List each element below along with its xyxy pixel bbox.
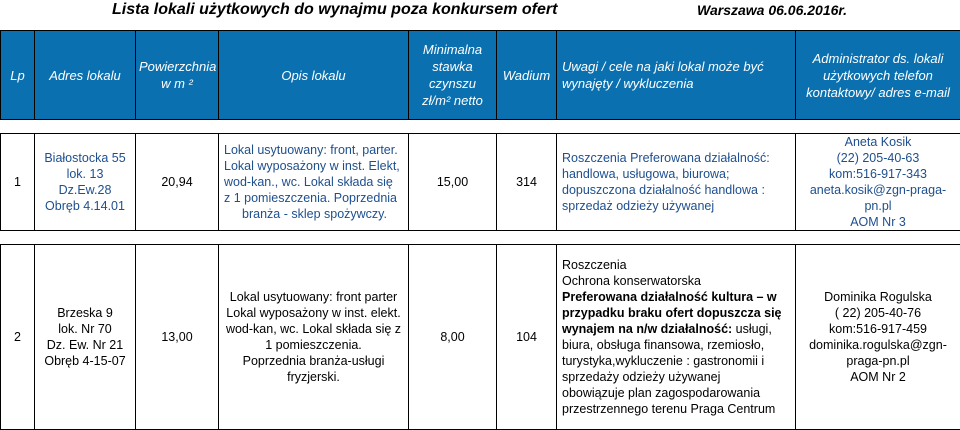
adres-line: lok. Nr 70 bbox=[38, 321, 132, 337]
header-adres: Adres lokalu bbox=[35, 31, 136, 120]
cell-adres bbox=[35, 245, 136, 430]
admin-email-line: dominika.rogulska@zgn- bbox=[799, 337, 957, 353]
admin-line: ( 22) 205-40-76 bbox=[799, 305, 957, 321]
cell-uwagi bbox=[557, 245, 796, 430]
adres-line: Dz.Ew.28 bbox=[38, 182, 132, 198]
uwagi-line: obowiązuje plan zagospodarowania bbox=[562, 385, 792, 401]
spacer-row bbox=[1, 231, 960, 245]
location-date: Warszawa 06.06.2016r. bbox=[697, 2, 847, 18]
uwagi-line: biura, obsługa finansowa, rzemiosło, bbox=[562, 337, 792, 353]
header-uwagi-line: Uwagi / cele na jaki lokal może być bbox=[562, 58, 792, 75]
uwagi-line-mixed bbox=[562, 321, 792, 337]
cell-wadium: 314 bbox=[497, 134, 557, 231]
uwagi-line: Ochrona konserwatorska bbox=[562, 273, 792, 289]
opis-line: z 1 pomieszczenia. Poprzednia bbox=[224, 190, 405, 206]
header-uwagi bbox=[557, 31, 796, 120]
admin-line: AOM Nr 3 bbox=[799, 214, 957, 230]
admin-line: AOM Nr 2 bbox=[799, 369, 957, 385]
adres-line: Obręb 4.14.01 bbox=[38, 198, 132, 214]
opis-line: fryzjerski. bbox=[222, 369, 405, 385]
uwagi-line: przestrzennego terenu Praga Centrum bbox=[562, 401, 792, 417]
cell-wadium: 104 bbox=[497, 245, 557, 430]
header-powierzchnia bbox=[136, 31, 219, 120]
cell-stawka: 15,00 bbox=[409, 134, 497, 231]
header-administrator-line: Administrator ds. lokali bbox=[799, 50, 957, 67]
admin-email-line: pn.pl bbox=[799, 198, 957, 214]
header-powierzchnia-line: Powierzchnia bbox=[139, 58, 215, 75]
opis-line: branża - sklep spożywczy. bbox=[224, 206, 405, 222]
uwagi-line: turystyka,wykluczenie : gastronomii i bbox=[562, 353, 792, 369]
cell-powierzchnia: 20,94 bbox=[136, 134, 219, 231]
admin-line: kom:516-917-343 bbox=[799, 166, 957, 182]
cell-opis bbox=[219, 134, 409, 231]
opis-line: wod-kan, wc. Lokal składa się z bbox=[222, 321, 405, 337]
adres-line: Białostocka 55 bbox=[38, 150, 132, 166]
header-lp: Lp bbox=[1, 31, 35, 120]
adres-line: lok. 13 bbox=[38, 166, 132, 182]
opis-line: Lokal wyposażony w inst. Elekt, bbox=[224, 158, 405, 174]
uwagi-line: handlowa, usługowa, biurowa; bbox=[562, 166, 792, 182]
admin-email-line: praga-pn.pl bbox=[799, 353, 957, 369]
cell-adres bbox=[35, 134, 136, 231]
cell-uwagi bbox=[557, 134, 796, 231]
cell-administrator bbox=[796, 245, 960, 430]
uwagi-line: sprzedaży odzieży używanej bbox=[562, 369, 792, 385]
document-title: Lista lokali użytkowych do wynajmu poza konkursem ofert bbox=[112, 1, 557, 19]
uwagi-line: Roszczenia bbox=[562, 257, 792, 273]
header-stawka-line: stawka bbox=[412, 58, 493, 75]
adres-line: Dz. Ew. Nr 21 bbox=[38, 337, 132, 353]
header-stawka-line: Minimalna bbox=[412, 41, 493, 58]
admin-line: Dominika Rogulska bbox=[799, 289, 957, 305]
header-uwagi-line: wynajęty / wykluczenia bbox=[562, 75, 792, 92]
cell-lp: 1 bbox=[1, 134, 35, 231]
cell-powierzchnia: 13,00 bbox=[136, 245, 219, 430]
table-row bbox=[1, 134, 960, 231]
cell-opis bbox=[219, 245, 409, 430]
spacer-row bbox=[1, 120, 960, 134]
header-administrator-line: kontaktowy/ adres e-mail bbox=[799, 84, 957, 101]
admin-email-line: aneta.kosik@zgn-praga- bbox=[799, 182, 957, 198]
cell-administrator bbox=[796, 134, 960, 231]
opis-line: Lokal usytuowany: front parter bbox=[222, 289, 405, 305]
admin-line: kom:516-917-459 bbox=[799, 321, 957, 337]
opis-line: 1 pomieszczenia. bbox=[222, 337, 405, 353]
uwagi-line: Roszczenia Preferowana działalność: bbox=[562, 150, 792, 166]
adres-line: Obręb 4-15-07 bbox=[38, 353, 132, 369]
spacer-cell bbox=[1, 120, 960, 134]
header-powierzchnia-line: w m ² bbox=[139, 75, 215, 92]
uwagi-line-bold: przypadku braku ofert dopuszcza się bbox=[562, 305, 792, 321]
table-row bbox=[1, 245, 960, 430]
uwagi-line: sprzedaż odzieży używanej bbox=[562, 198, 792, 214]
admin-line: Aneta Kosik bbox=[799, 134, 957, 150]
opis-line: Lokal usytuowany: front, parter. bbox=[224, 142, 405, 158]
opis-line: wod-kan., wc. Lokal składa się bbox=[224, 174, 405, 190]
lokale-table bbox=[0, 30, 960, 430]
header-wadium: Wadium bbox=[497, 31, 557, 120]
header-administrator bbox=[796, 31, 960, 120]
spacer-cell bbox=[1, 231, 960, 245]
header-stawka bbox=[409, 31, 497, 120]
uwagi-line: dopuszczona działalność handlowa : bbox=[562, 182, 792, 198]
cell-stawka: 8,00 bbox=[409, 245, 497, 430]
header-opis: Opis lokalu bbox=[219, 31, 409, 120]
header-administrator-line: użytkowych telefon bbox=[799, 67, 957, 84]
header-stawka-line: zł/m² netto bbox=[412, 92, 493, 109]
uwagi-normal-part: usługi, bbox=[732, 322, 772, 336]
uwagi-line-bold: Preferowana działalność kultura – w bbox=[562, 289, 792, 305]
opis-line: Poprzednia branża-usługi bbox=[222, 353, 405, 369]
header-stawka-line: czynszu bbox=[412, 75, 493, 92]
header-row bbox=[1, 31, 960, 120]
admin-line: (22) 205-40-63 bbox=[799, 150, 957, 166]
opis-line: Lokal wyposażony w inst. elekt. bbox=[222, 305, 405, 321]
title-bar bbox=[0, 0, 960, 26]
uwagi-bold-part: wynajem na n/w działalność: bbox=[562, 322, 732, 336]
adres-line: Brzeska 9 bbox=[38, 305, 132, 321]
cell-lp: 2 bbox=[1, 245, 35, 430]
